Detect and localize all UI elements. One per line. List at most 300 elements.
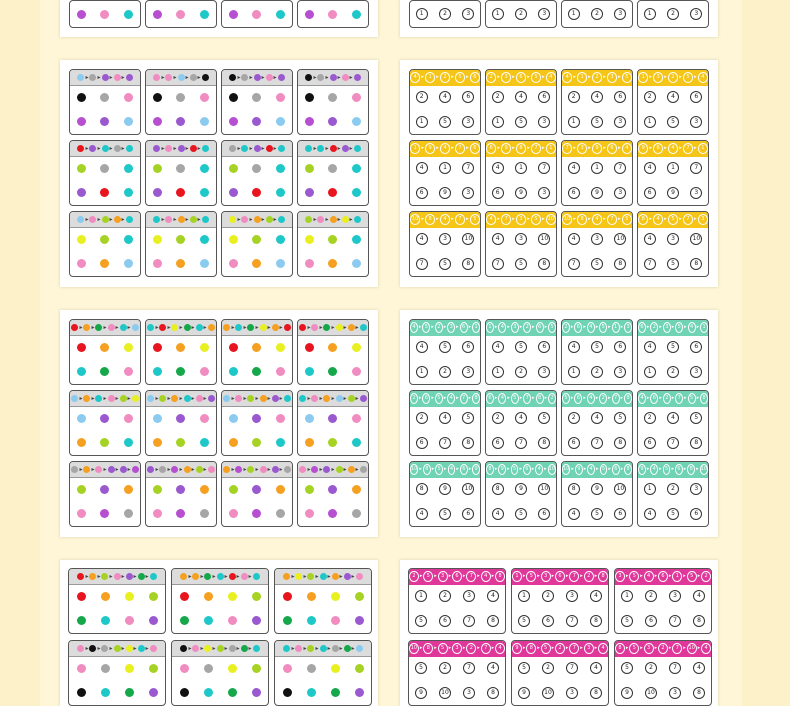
number-circle[interactable]: 3 (515, 233, 527, 245)
color-dot[interactable] (180, 664, 189, 673)
color-dot[interactable] (149, 616, 158, 625)
number-circle[interactable]: 4 (693, 662, 705, 674)
number-circle[interactable]: 3 (591, 233, 603, 245)
number-circle[interactable]: 7 (690, 162, 702, 174)
color-dot[interactable] (352, 10, 361, 19)
color-dot[interactable] (200, 485, 209, 494)
color-dot[interactable] (276, 343, 285, 352)
number-circle[interactable]: 2 (439, 8, 451, 20)
number-circle[interactable]: 8 (690, 258, 702, 270)
number-circle[interactable]: 2 (416, 91, 428, 103)
color-dot[interactable] (100, 117, 109, 126)
color-dot[interactable] (276, 164, 285, 173)
color-dot[interactable] (100, 509, 109, 518)
color-dot[interactable] (77, 10, 86, 19)
number-circle[interactable]: 8 (568, 483, 580, 495)
number-circle[interactable]: 7 (667, 437, 679, 449)
number-circle[interactable]: 7 (462, 162, 474, 174)
color-dot[interactable] (283, 688, 292, 697)
number-circle[interactable]: 1 (439, 162, 451, 174)
number-circle[interactable]: 8 (538, 437, 550, 449)
color-dot[interactable] (276, 485, 285, 494)
number-circle[interactable]: 9 (439, 187, 451, 199)
number-circle[interactable]: 2 (645, 590, 657, 602)
color-dot[interactable] (77, 509, 86, 518)
number-circle[interactable]: 1 (415, 590, 427, 602)
number-circle[interactable]: 10 (645, 687, 657, 699)
color-dot[interactable] (328, 93, 337, 102)
color-dot[interactable] (124, 367, 133, 376)
number-circle[interactable]: 3 (566, 687, 578, 699)
color-dot[interactable] (276, 509, 285, 518)
number-circle[interactable]: 3 (690, 116, 702, 128)
color-dot[interactable] (352, 509, 361, 518)
color-dot[interactable] (328, 259, 337, 268)
color-dot[interactable] (305, 235, 314, 244)
number-circle[interactable]: 8 (462, 258, 474, 270)
number-circle[interactable]: 3 (462, 116, 474, 128)
number-circle[interactable]: 9 (415, 687, 427, 699)
number-circle[interactable]: 1 (644, 483, 656, 495)
color-dot[interactable] (200, 188, 209, 197)
number-circle[interactable]: 5 (591, 508, 603, 520)
number-circle[interactable]: 6 (416, 437, 428, 449)
color-dot[interactable] (77, 414, 86, 423)
number-circle[interactable]: 3 (462, 8, 474, 20)
number-circle[interactable]: 1 (644, 116, 656, 128)
color-dot[interactable] (77, 93, 86, 102)
color-dot[interactable] (228, 664, 237, 673)
number-circle[interactable]: 2 (542, 590, 554, 602)
color-dot[interactable] (124, 164, 133, 173)
color-dot[interactable] (305, 509, 314, 518)
number-circle[interactable]: 7 (416, 258, 428, 270)
number-circle[interactable]: 5 (591, 341, 603, 353)
number-circle[interactable]: 6 (492, 187, 504, 199)
color-dot[interactable] (328, 509, 337, 518)
number-circle[interactable]: 4 (693, 590, 705, 602)
color-dot[interactable] (305, 438, 314, 447)
number-circle[interactable]: 2 (492, 412, 504, 424)
number-circle[interactable]: 4 (568, 341, 580, 353)
number-circle[interactable]: 1 (492, 366, 504, 378)
number-circle[interactable]: 7 (439, 437, 451, 449)
color-dot[interactable] (204, 688, 213, 697)
number-circle[interactable]: 4 (590, 662, 602, 674)
color-dot[interactable] (331, 592, 340, 601)
number-circle[interactable]: 10 (439, 687, 451, 699)
color-dot[interactable] (352, 188, 361, 197)
number-circle[interactable]: 9 (591, 483, 603, 495)
color-dot[interactable] (276, 117, 285, 126)
color-dot[interactable] (176, 414, 185, 423)
color-dot[interactable] (153, 188, 162, 197)
color-dot[interactable] (124, 235, 133, 244)
color-dot[interactable] (328, 367, 337, 376)
number-circle[interactable]: 7 (669, 662, 681, 674)
color-dot[interactable] (328, 414, 337, 423)
color-dot[interactable] (352, 259, 361, 268)
color-dot[interactable] (252, 664, 261, 673)
number-circle[interactable]: 6 (538, 508, 550, 520)
color-dot[interactable] (149, 664, 158, 673)
number-circle[interactable]: 1 (416, 8, 428, 20)
number-circle[interactable]: 6 (462, 508, 474, 520)
color-dot[interactable] (276, 438, 285, 447)
color-dot[interactable] (352, 117, 361, 126)
number-circle[interactable]: 7 (669, 615, 681, 627)
color-dot[interactable] (100, 414, 109, 423)
number-circle[interactable]: 3 (667, 233, 679, 245)
color-dot[interactable] (124, 188, 133, 197)
color-dot[interactable] (307, 592, 316, 601)
color-dot[interactable] (100, 367, 109, 376)
color-dot[interactable] (276, 367, 285, 376)
color-dot[interactable] (252, 235, 261, 244)
number-circle[interactable]: 4 (515, 91, 527, 103)
number-circle[interactable]: 6 (492, 437, 504, 449)
number-circle[interactable]: 5 (439, 116, 451, 128)
number-circle[interactable]: 8 (590, 615, 602, 627)
color-dot[interactable] (355, 664, 364, 673)
color-dot[interactable] (305, 343, 314, 352)
color-dot[interactable] (125, 664, 134, 673)
number-circle[interactable]: 2 (644, 91, 656, 103)
number-circle[interactable]: 2 (542, 662, 554, 674)
color-dot[interactable] (283, 616, 292, 625)
number-circle[interactable]: 4 (416, 233, 428, 245)
number-circle[interactable]: 8 (693, 687, 705, 699)
number-circle[interactable]: 5 (690, 412, 702, 424)
number-circle[interactable]: 1 (568, 8, 580, 20)
number-circle[interactable]: 1 (644, 366, 656, 378)
color-dot[interactable] (328, 343, 337, 352)
color-dot[interactable] (305, 188, 314, 197)
number-circle[interactable]: 1 (568, 366, 580, 378)
number-circle[interactable]: 6 (462, 341, 474, 353)
number-circle[interactable]: 5 (439, 341, 451, 353)
number-circle[interactable]: 6 (614, 508, 626, 520)
color-dot[interactable] (200, 414, 209, 423)
color-dot[interactable] (153, 235, 162, 244)
color-dot[interactable] (101, 664, 110, 673)
number-circle[interactable]: 4 (515, 412, 527, 424)
number-circle[interactable]: 4 (416, 341, 428, 353)
color-dot[interactable] (100, 188, 109, 197)
color-dot[interactable] (252, 343, 261, 352)
number-circle[interactable]: 4 (591, 412, 603, 424)
number-circle[interactable]: 7 (538, 162, 550, 174)
number-circle[interactable]: 6 (542, 615, 554, 627)
number-circle[interactable]: 7 (566, 662, 578, 674)
number-circle[interactable]: 10 (462, 233, 474, 245)
color-dot[interactable] (305, 117, 314, 126)
color-dot[interactable] (307, 664, 316, 673)
number-circle[interactable]: 5 (439, 258, 451, 270)
color-dot[interactable] (352, 93, 361, 102)
color-dot[interactable] (229, 164, 238, 173)
number-circle[interactable]: 3 (538, 116, 550, 128)
number-circle[interactable]: 6 (690, 91, 702, 103)
color-dot[interactable] (252, 367, 261, 376)
color-dot[interactable] (252, 164, 261, 173)
number-circle[interactable]: 2 (439, 590, 451, 602)
color-dot[interactable] (200, 367, 209, 376)
color-dot[interactable] (100, 235, 109, 244)
number-circle[interactable]: 8 (538, 258, 550, 270)
color-dot[interactable] (176, 117, 185, 126)
number-circle[interactable]: 1 (518, 590, 530, 602)
number-circle[interactable]: 4 (644, 233, 656, 245)
number-circle[interactable]: 10 (462, 483, 474, 495)
color-dot[interactable] (352, 343, 361, 352)
color-dot[interactable] (176, 343, 185, 352)
color-dot[interactable] (252, 616, 261, 625)
number-circle[interactable]: 5 (518, 615, 530, 627)
number-circle[interactable]: 5 (667, 341, 679, 353)
number-circle[interactable]: 3 (463, 687, 475, 699)
color-dot[interactable] (77, 188, 86, 197)
number-circle[interactable]: 4 (487, 590, 499, 602)
number-circle[interactable]: 3 (462, 187, 474, 199)
color-dot[interactable] (305, 367, 314, 376)
color-dot[interactable] (124, 93, 133, 102)
number-circle[interactable]: 3 (690, 8, 702, 20)
color-dot[interactable] (125, 616, 134, 625)
color-dot[interactable] (200, 438, 209, 447)
number-circle[interactable]: 2 (439, 662, 451, 674)
color-dot[interactable] (124, 259, 133, 268)
color-dot[interactable] (229, 438, 238, 447)
color-dot[interactable] (307, 616, 316, 625)
number-circle[interactable]: 3 (439, 233, 451, 245)
color-dot[interactable] (176, 93, 185, 102)
number-circle[interactable]: 9 (515, 483, 527, 495)
color-dot[interactable] (153, 93, 162, 102)
number-circle[interactable]: 10 (542, 687, 554, 699)
color-dot[interactable] (229, 367, 238, 376)
number-circle[interactable]: 2 (644, 412, 656, 424)
color-dot[interactable] (276, 10, 285, 19)
number-circle[interactable]: 10 (690, 233, 702, 245)
color-dot[interactable] (77, 235, 86, 244)
color-dot[interactable] (180, 688, 189, 697)
color-dot[interactable] (124, 485, 133, 494)
color-dot[interactable] (331, 616, 340, 625)
number-circle[interactable]: 4 (416, 162, 428, 174)
color-dot[interactable] (124, 509, 133, 518)
color-dot[interactable] (305, 414, 314, 423)
number-circle[interactable]: 3 (614, 366, 626, 378)
color-dot[interactable] (149, 592, 158, 601)
color-dot[interactable] (252, 414, 261, 423)
color-dot[interactable] (200, 93, 209, 102)
color-dot[interactable] (328, 10, 337, 19)
number-circle[interactable]: 5 (515, 258, 527, 270)
number-circle[interactable]: 5 (667, 508, 679, 520)
color-dot[interactable] (228, 616, 237, 625)
color-dot[interactable] (204, 592, 213, 601)
number-circle[interactable]: 1 (568, 116, 580, 128)
color-dot[interactable] (305, 259, 314, 268)
number-circle[interactable]: 7 (644, 258, 656, 270)
number-circle[interactable]: 6 (614, 91, 626, 103)
color-dot[interactable] (229, 414, 238, 423)
color-dot[interactable] (229, 235, 238, 244)
number-circle[interactable]: 4 (644, 341, 656, 353)
color-dot[interactable] (352, 485, 361, 494)
color-dot[interactable] (200, 10, 209, 19)
color-dot[interactable] (305, 93, 314, 102)
color-dot[interactable] (307, 688, 316, 697)
number-circle[interactable]: 8 (614, 258, 626, 270)
number-circle[interactable]: 2 (515, 8, 527, 20)
color-dot[interactable] (153, 485, 162, 494)
number-circle[interactable]: 2 (645, 662, 657, 674)
number-circle[interactable]: 8 (416, 483, 428, 495)
color-dot[interactable] (252, 592, 261, 601)
number-circle[interactable]: 5 (462, 412, 474, 424)
number-circle[interactable]: 8 (462, 437, 474, 449)
color-dot[interactable] (200, 343, 209, 352)
color-dot[interactable] (200, 509, 209, 518)
number-circle[interactable]: 8 (492, 483, 504, 495)
number-circle[interactable]: 9 (591, 187, 603, 199)
color-dot[interactable] (276, 259, 285, 268)
color-dot[interactable] (252, 117, 261, 126)
color-dot[interactable] (176, 438, 185, 447)
color-dot[interactable] (176, 259, 185, 268)
color-dot[interactable] (124, 117, 133, 126)
color-dot[interactable] (229, 343, 238, 352)
number-circle[interactable]: 5 (515, 508, 527, 520)
color-dot[interactable] (153, 259, 162, 268)
number-circle[interactable]: 5 (515, 341, 527, 353)
color-dot[interactable] (77, 688, 86, 697)
color-dot[interactable] (77, 664, 86, 673)
color-dot[interactable] (352, 438, 361, 447)
color-dot[interactable] (283, 664, 292, 673)
number-circle[interactable]: 2 (591, 8, 603, 20)
color-dot[interactable] (328, 235, 337, 244)
number-circle[interactable]: 7 (566, 615, 578, 627)
color-dot[interactable] (305, 164, 314, 173)
color-dot[interactable] (328, 485, 337, 494)
number-circle[interactable]: 3 (462, 366, 474, 378)
number-circle[interactable]: 10 (614, 483, 626, 495)
number-circle[interactable]: 3 (538, 187, 550, 199)
number-circle[interactable]: 3 (566, 590, 578, 602)
number-circle[interactable]: 3 (614, 8, 626, 20)
number-circle[interactable]: 3 (463, 590, 475, 602)
number-circle[interactable]: 6 (538, 91, 550, 103)
number-circle[interactable]: 3 (614, 187, 626, 199)
number-circle[interactable]: 2 (439, 366, 451, 378)
number-circle[interactable]: 4 (492, 233, 504, 245)
color-dot[interactable] (276, 235, 285, 244)
color-dot[interactable] (352, 235, 361, 244)
number-circle[interactable]: 3 (614, 116, 626, 128)
color-dot[interactable] (77, 485, 86, 494)
color-dot[interactable] (176, 188, 185, 197)
color-dot[interactable] (252, 438, 261, 447)
number-circle[interactable]: 4 (568, 162, 580, 174)
color-dot[interactable] (77, 259, 86, 268)
number-circle[interactable]: 5 (415, 615, 427, 627)
number-circle[interactable]: 5 (614, 412, 626, 424)
number-circle[interactable]: 4 (439, 412, 451, 424)
number-circle[interactable]: 9 (667, 187, 679, 199)
color-dot[interactable] (77, 343, 86, 352)
number-circle[interactable]: 6 (645, 615, 657, 627)
number-circle[interactable]: 6 (462, 91, 474, 103)
color-dot[interactable] (100, 259, 109, 268)
number-circle[interactable]: 6 (644, 187, 656, 199)
number-circle[interactable]: 9 (515, 187, 527, 199)
color-dot[interactable] (200, 164, 209, 173)
number-circle[interactable]: 2 (515, 366, 527, 378)
number-circle[interactable]: 4 (667, 412, 679, 424)
number-circle[interactable]: 2 (568, 91, 580, 103)
number-circle[interactable]: 1 (644, 8, 656, 20)
number-circle[interactable]: 7 (463, 615, 475, 627)
number-circle[interactable]: 6 (644, 437, 656, 449)
number-circle[interactable]: 3 (690, 366, 702, 378)
color-dot[interactable] (204, 616, 213, 625)
color-dot[interactable] (153, 509, 162, 518)
number-circle[interactable]: 4 (487, 662, 499, 674)
number-circle[interactable]: 4 (667, 91, 679, 103)
number-circle[interactable]: 3 (538, 366, 550, 378)
number-circle[interactable]: 5 (439, 508, 451, 520)
number-circle[interactable]: 10 (538, 233, 550, 245)
color-dot[interactable] (125, 592, 134, 601)
number-circle[interactable]: 8 (487, 615, 499, 627)
color-dot[interactable] (228, 592, 237, 601)
number-circle[interactable]: 1 (416, 366, 428, 378)
color-dot[interactable] (200, 259, 209, 268)
color-dot[interactable] (153, 438, 162, 447)
number-circle[interactable]: 2 (667, 366, 679, 378)
color-dot[interactable] (77, 616, 86, 625)
number-circle[interactable]: 3 (690, 187, 702, 199)
color-dot[interactable] (228, 688, 237, 697)
color-dot[interactable] (101, 616, 110, 625)
color-dot[interactable] (229, 259, 238, 268)
number-circle[interactable]: 2 (667, 483, 679, 495)
number-circle[interactable]: 8 (487, 687, 499, 699)
color-dot[interactable] (328, 117, 337, 126)
color-dot[interactable] (153, 10, 162, 19)
number-circle[interactable]: 5 (621, 662, 633, 674)
color-dot[interactable] (101, 592, 110, 601)
number-circle[interactable]: 6 (568, 437, 580, 449)
number-circle[interactable]: 4 (568, 233, 580, 245)
number-circle[interactable]: 8 (614, 437, 626, 449)
color-dot[interactable] (77, 592, 86, 601)
number-circle[interactable]: 4 (591, 91, 603, 103)
number-circle[interactable]: 6 (439, 615, 451, 627)
color-dot[interactable] (252, 688, 261, 697)
color-dot[interactable] (124, 10, 133, 19)
number-circle[interactable]: 10 (538, 483, 550, 495)
number-circle[interactable]: 5 (515, 116, 527, 128)
number-circle[interactable]: 5 (621, 615, 633, 627)
color-dot[interactable] (153, 343, 162, 352)
number-circle[interactable]: 1 (492, 116, 504, 128)
number-circle[interactable]: 5 (667, 258, 679, 270)
number-circle[interactable]: 2 (492, 91, 504, 103)
